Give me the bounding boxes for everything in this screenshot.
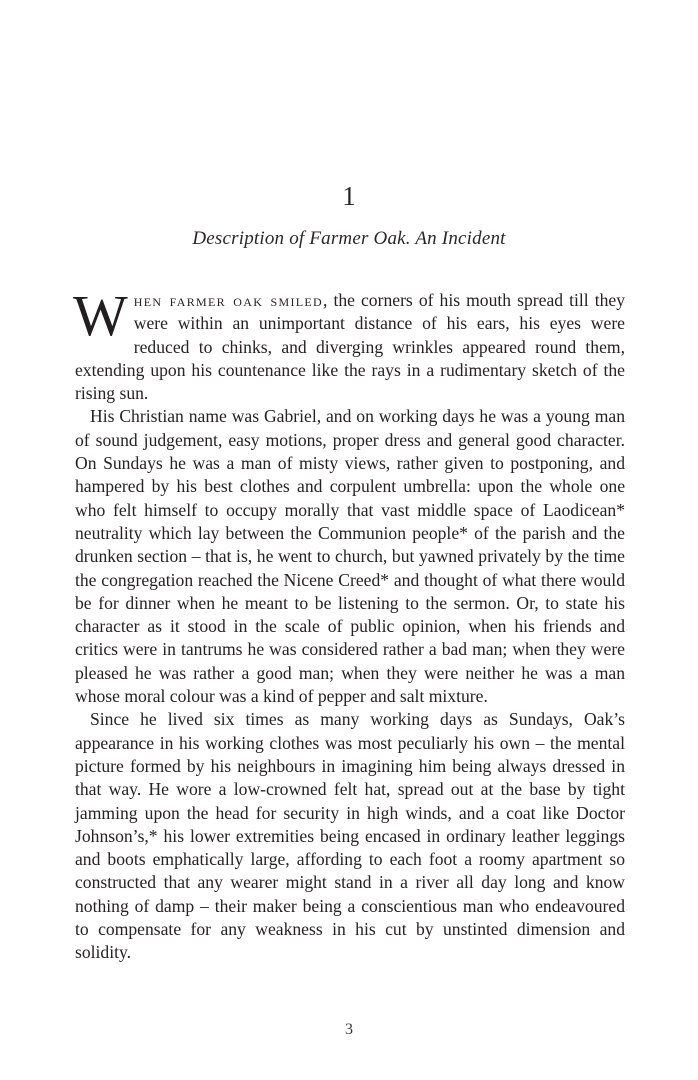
paragraph-1: [73, 283, 625, 405]
chapter-title: Description of Farmer Oak. An Incident: [192, 228, 506, 249]
paragraph-1-text: , the corners of his mouth spread till they were within an unimportant distance of his ears, his eyes were reduced to chinks, and diverging wrinkles appeared round them, extending upon his countenance like the rays in a rudimentary sketch of the rising sun.: [75, 290, 625, 404]
chapter-body: [73, 283, 625, 965]
page-number: 3: [345, 1021, 353, 1038]
paragraph-3: Since he lived six times as many working days as Sundays, Oak’s appearance in his working clothes was most peculiarly his own – the mental picture formed by his neighbours in imagining him being always dressed in that way. He wore a low-crowned felt hat, spread out at the base by tight jamming upon the head for security in high winds, and a coat like Doctor Johnson’s,* his lower extremities being encased in ordinary leather leggings and boots emphatically large, affording to each foot a roomy apartment so constructed that any wearer might stand in a river all day long and know nothing of damp – their maker being a conscientious man who endeavoured to compensate for any weakness in his cut by unstinted dimension and solidity.: [75, 709, 625, 963]
opening-small-caps: hen farmer oak smiled: [133, 290, 323, 310]
drop-cap: W: [73, 283, 128, 348]
paragraph-2: His Christian name was Gabriel, and on working days he was a young man of sound judgement, easy motions, proper dress and general good character. On Sundays he was a man of misty views, rather given to postponing, and hampered by his best clothes and corpulent umbrella: upon the whole one who felt himself to occupy morally that vast middle space of Laodicean* neutrality which lay between the Communion people* of the parish and the drunken section – that is, he went to church, but yawned privately by the time the congregation reached the Nicene Creed* and thought of what there would be for dinner when he meant to be listening to the sermon. Or, to state his character as it stood in the scale of public opinion, when his friends and critics were in tantrums he was considered rather a bad man; when they were pleased he was rather a good man; when they were neither he was a man whose moral colour was a kind of pepper and salt mixture.: [75, 406, 625, 707]
chapter-number: 1: [342, 181, 356, 211]
